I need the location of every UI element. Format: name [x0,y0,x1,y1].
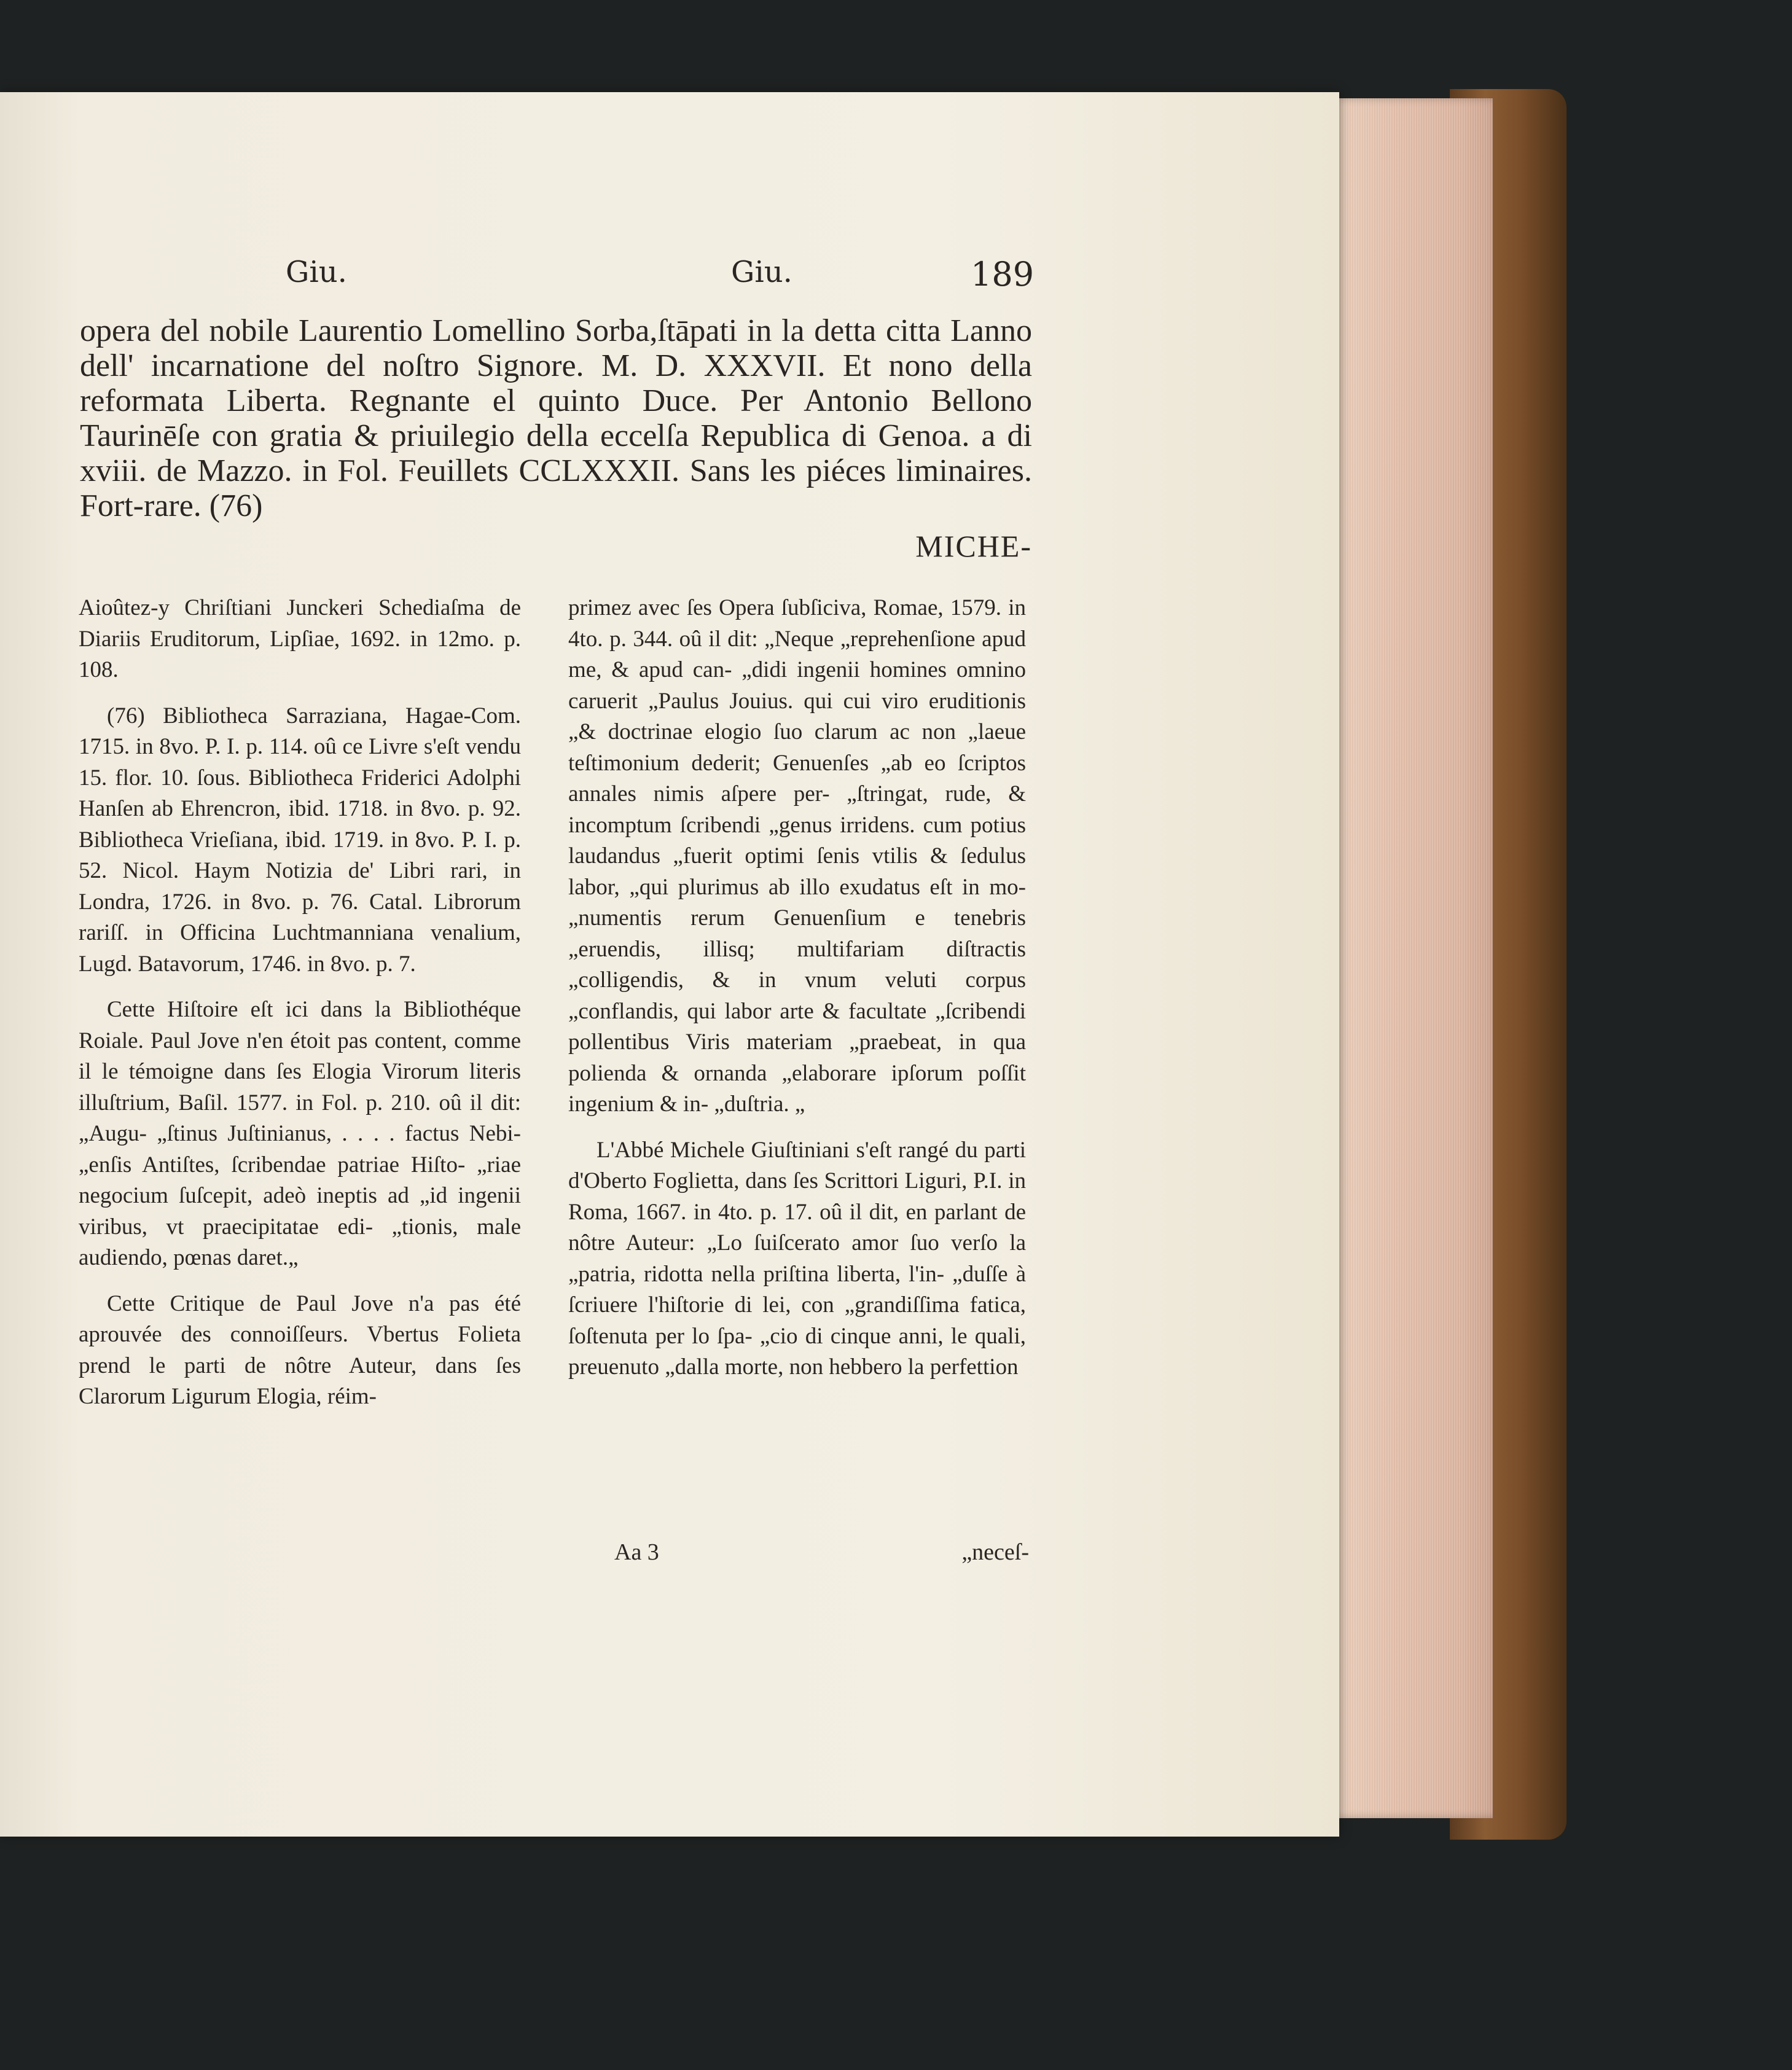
right-column [568,593,1026,1398]
catchword-top: MICHE- [915,529,1032,563]
right-paragraph: primez avec ſes Opera ſubſiciva, Romae, 1579. in 4to. p. 344. oû il dit: „Neque „reprehenſione apud me, & apud can- „didi ingenii homines omnino caruerit „Paulus Jouius. qui cui viro eruditionis „& doctrinae elogio ſuo clarum ac non „laeue teſtimonium dederit; Genuenſes „ab eo ſcriptos annales nimis aſpere per- „ſtringat, rude, & incomptum ſcribendi „genus irridens. cum potius laudandus „fuerit optimi ſenis vtilis & ſedulus labor, „qui plurimus ab illo exudatus eſt in mo- „numentis rerum Genuenſium e tenebris „eruendis, illisq; multifariam diſtractis „colligendis, & in vnum veluti corpus „conflandis, qui labor arte & facultate „ſcribendi pollentibus Viris materiam „praebeat, in qua polienda & ornanda „elaborare ipſorum poſſit ingenium & in- „duſtria. „ [568,595,1026,1117]
top-paragraph [80,313,1032,523]
header-center: Giu. [731,255,792,289]
signature-mark: Aa 3 [614,1539,659,1565]
header-left: Giu. [286,255,347,289]
footnote-76: (76) Bibliotheca Sarraziana, Hagae-Com. 1715. in 8vo. P. I. p. 114. oû ce Livre s'eſt vendu 15. flor. 10. ſous. Bibliotheca Friderici Adolphi Hanſen ab Ehrencron, ibid. 1718. in 8vo. p. 92. Bibliotheca Vrieſiana, ibid. 1719. in 8vo. P. I. p. 52. Nicol. Haym Notizia de' Libri rari, in Londra, 1726. in 8vo. p. 76. Catal. Librorum rariſſ. in Officina Luchtmanniana venalium, Lugd. Batavorum, 1746. in 8vo. p. 7. [79,703,521,977]
left-paragraph: Aioûtez-y Chriſtiani Junckeri Schediaſma de Diariis Eruditorum, Lipſiae, 1692. in 12mo. p. 108. [79,595,521,682]
page-number: 189 [971,255,1035,294]
left-paragraph: Cette Hiſtoire eſt ici dans la Bibliothéque Roiale. Paul Jove n'en étoit pas content, comme il le témoigne dans ſes Elogia Virorum literis illuſtrium, Baſil. 1577. in Fol. p. 210. oû il dit: „Augu- „ſtinus Juſtinianus, . . . . factus Nebi- „enſis Antiſtes, ſcribendae patriae Hiſto- „riae negocium ſuſcepit, adeò ineptis ad „id ingenii viribus, vt praecipitatae edi- „tionis, male audiendo, pœnas daret.„ [79,997,521,1270]
top-paragraph-text: opera del nobile Laurentio Lomellino Sorba,ſtāpati in la detta citta Lanno dell' incarnatione del noſtro Signore. M. D. XXXVII. Et nono della reformata Liberta. Regnante el quinto Duce. Per Antonio Bellono Taurinēſe con gratia & priuilegio della eccelſa Republica di Genoa. a di xviii. de Mazzo. in Fol. Feuillets CCLXXXII. Sans les piéces liminaires. Fort-rare. (76) [80,313,1032,523]
page-edges [1333,98,1493,1818]
left-column [79,593,521,1428]
right-paragraph: L'Abbé Michele Giuſtiniani s'eſt rangé du parti d'Oberto Foglietta, dans ſes Scrittori Liguri, P.I. in Roma, 1667. in 4to. p. 17. oû il dit, en parlant de nôtre Auteur: „Lo ſuiſcerato amor ſuo verſo la „patria, ridotta nella priſtina liberta, l'in- „duſſe à ſcriuere l'hiſtorie di lei, con „grandiſſima fatica, ſoſtenuta per lo ſpa- „cio di cinque anni, le quali, preuenuto „dalla morte, non hebbero la perfettion [568,1137,1026,1380]
running-header [0,255,1339,304]
catchword-bottom: „neceſ- [961,1539,1029,1565]
left-paragraph: Cette Critique de Paul Jove n'a pas été aprouvée des connoiſſeurs. Vbertus Folieta prend le parti de nôtre Auteur, dans ſes Clarorum Ligurum Elogia, réim- [79,1291,521,1409]
